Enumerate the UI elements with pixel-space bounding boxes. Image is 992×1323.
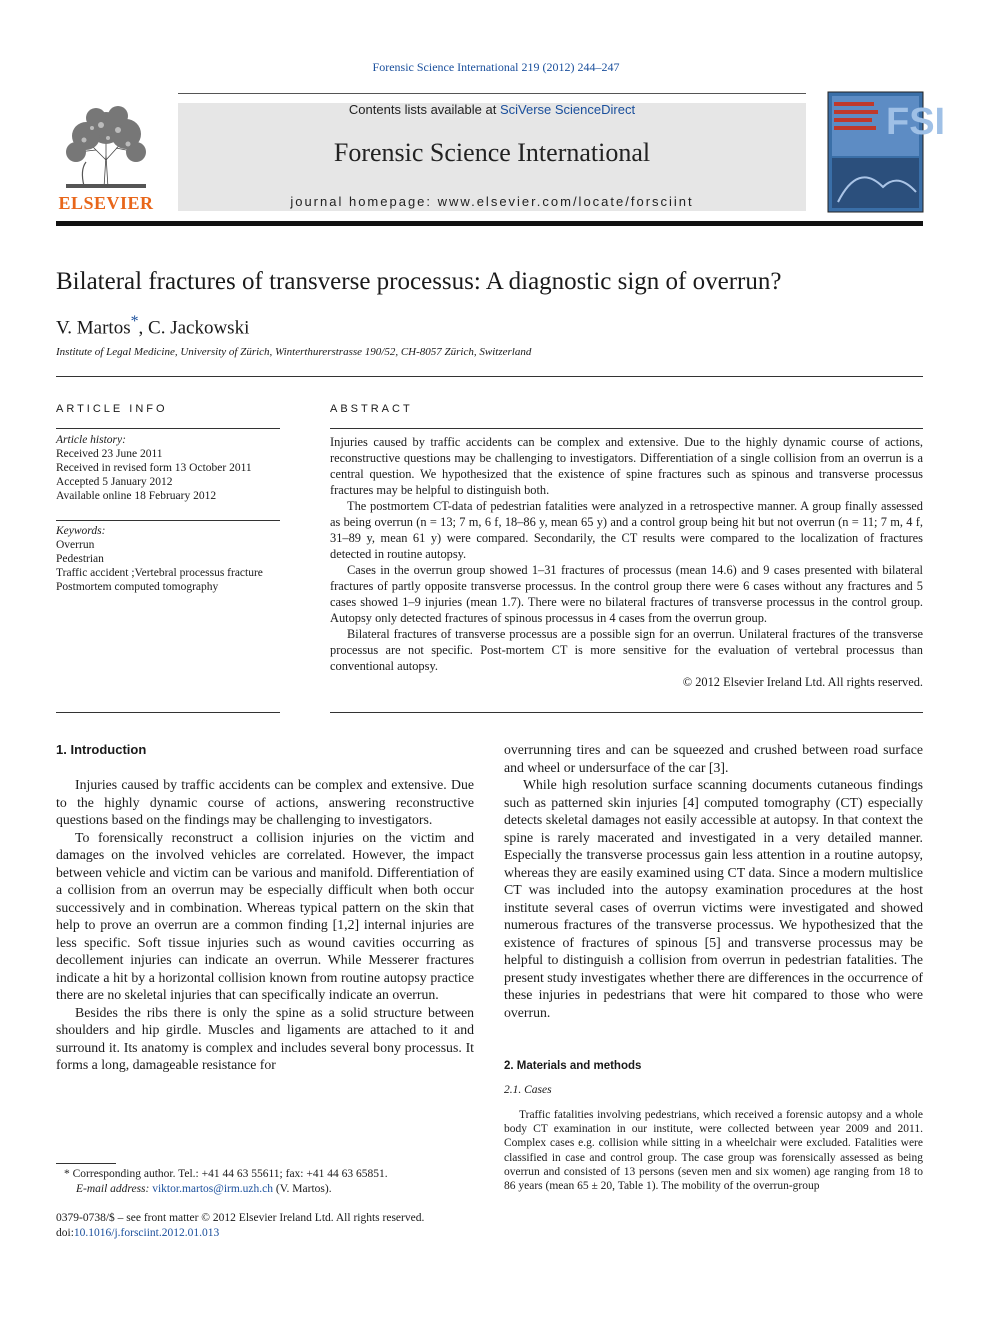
journal-reference[interactable]: Forensic Science International 219 (2012) 244–247: [372, 60, 620, 74]
journal-homepage: [178, 194, 806, 209]
footnote: [56, 1167, 474, 1196]
history-online: Available online 18 February 2012: [56, 490, 217, 502]
history-received: Received 23 June 2011: [56, 448, 163, 460]
history-label: Article history:: [56, 434, 126, 446]
divider: [56, 520, 280, 521]
abstract-paragraph: Injuries caused by traffic accidents can be complex and extensive. Due to the highly dynamic course of actions, reconstructive questions may be challenging to investigators. Differentiation of a single collision from an overrun is a central question. We hypothesized that the existence of spine fractures such as spinous and transverse processus fractures may be helpful to distinguish both.: [330, 435, 923, 497]
abstract-copyright: © 2012 Elsevier Ireland Ltd. All rights reserved.: [682, 675, 923, 689]
journal-cover-thumbnail[interactable]: [828, 92, 946, 212]
masthead-bottom-rule: [56, 221, 923, 226]
author-separator: ,: [138, 317, 149, 339]
issn-doi-block: [56, 1211, 474, 1241]
article-info-heading: ARTICLE INFO: [56, 403, 168, 415]
doi-link[interactable]: 10.1016/j.forsciint.2012.01.013: [73, 1227, 220, 1239]
body-paragraph: While high resolution surface scanning documents cutaneous findings such as patterned skin injuries [4] computed tomography (CT) especially detects skeletal damages not easily accessible at autopsy. In that context the spine is rarely macerated and investigated in a very detailed manner. Especially the transverse processus gain less attention in a routine autopsy, whereas they are easily examined using CT data. Since a modern multislice CT was included into the autopsy examination procedures at the host institute several cases of overrun victims were investigated and showed numerous fractures of the transverse processus. We hypothesized that the existence of fractures of spinous [5] and transverse processus may be helpful to distinguish a collision from overrun in pedestrian fatalities. The present study investigates whether there are differences in the occurrence of these injuries in pedestrians that were hit compared to those who were overrun.: [504, 777, 923, 1020]
introduction-heading: 1. Introduction: [56, 742, 147, 757]
body-paragraph: Injuries caused by traffic accidents can be complex and extensive. Due to the highly dynamic course of actions, answering reconstructive questions based on the findings may be challenging to investigators.: [56, 777, 474, 827]
cases-subheading: 2.1. Cases: [504, 1084, 552, 1096]
cases-body: [504, 1108, 923, 1193]
abstract-paragraph: Cases in the overrun group showed 1–31 fractures of processus (mean 14.6) and 9 cases presented with bilateral fractures of partly opposite transverse processus. In the control group there were 6 cases without any fractures and 5 cases showed 1–9 injuries (mean 1.7). There were no bilateral fractures of transverse processus in the control group. Autopsy only detected fractures of spinous processus in 4 cases from the overrun group.: [330, 563, 923, 625]
email-link[interactable]: viktor.martos@irm.uzh.ch: [152, 1182, 274, 1195]
body-paragraph: Besides the ribs there is only the spine as a solid structure between shoulders and hip girdle. Muscles and ligaments are attached to it and surround it. Its anatomy is complex and includes several bony processus. It forms a long, damageable resistance for: [56, 1004, 474, 1072]
keyword-item: Pedestrian: [56, 553, 104, 565]
divider: [330, 712, 923, 713]
sciencedirect-link[interactable]: SciVerse ScienceDirect: [499, 102, 636, 117]
homepage-prefix: journal homepage:: [290, 194, 438, 209]
keyword-item: Traffic accident ;Vertebral processus fracture: [56, 567, 263, 579]
contents-line: [178, 102, 806, 117]
corresponding-author-mark[interactable]: *: [130, 313, 139, 330]
divider: [330, 428, 923, 429]
abstract-body: [330, 434, 923, 690]
keywords: [56, 524, 280, 594]
affiliation: Institute of Legal Medicine, University of Zürich, Winterthurerstrasse 190/52, CH-8057 Zürich, Switzerland: [56, 346, 532, 358]
article-title: Bilateral fractures of transverse processus: A diagnostic sign of overrun?: [56, 268, 782, 295]
divider: [56, 428, 280, 429]
abstract-heading: ABSTRACT: [330, 403, 413, 415]
footnote-text: Corresponding author. Tel.: +41 44 63 55611; fax: +41 44 63 65851.: [69, 1168, 388, 1180]
body-left-column: [56, 776, 474, 1074]
author-jackowski[interactable]: C. Jackowski: [148, 317, 250, 339]
abstract-paragraph: The postmortem CT-data of pedestrian fatalities were analyzed in a retrospective manner. A group finally assessed as being overrun (n = 13; 7 m, 6 f, 18–86 y, mean 65 y) and a control group being hit but not overrun (n = 11; 7 m, 4 f, 31–89 y, mean 61 y) were compared. Secondarily, the CT results were compared to the localization of fractures detected in routine autopsy.: [330, 499, 923, 561]
body-paragraph: overrunning tires and can be squeezed and crushed between road surface and wheel or undersurface of the car [3].: [504, 742, 923, 775]
author-list: [56, 313, 249, 339]
body-paragraph: Traffic fatalities involving pedestrians, which received a forensic autopsy and a whole body CT examination in our institute, were collected between year 2009 and 2011. Complex cases e.g. collision while sitting in a wheelchair were excluded. Fatalities were classified in case and control group. The case group was forensically assessed as being overrun and consisted of 13 persons (seven men and six women) age ranging from 18 to 86 years (mean 65 ± 20, Table 1). The mobility of the overrun-group: [504, 1109, 923, 1193]
masthead-top-rule: [178, 93, 806, 94]
divider: [56, 712, 280, 713]
cover-letters: FSI: [886, 101, 946, 143]
history-revised: Received in revised form 13 October 2011: [56, 462, 252, 474]
email-suffix: (V. Martos).: [273, 1182, 332, 1195]
divider: [56, 376, 923, 377]
contents-prefix: Contents lists available at: [348, 102, 500, 117]
doi-label: doi:: [56, 1227, 74, 1239]
issn-line: 0379-0738/$ – see front matter © 2012 Elsevier Ireland Ltd. All rights reserved.: [56, 1212, 425, 1224]
keywords-label: Keywords:: [56, 525, 106, 537]
methods-heading: 2. Materials and methods: [504, 1060, 642, 1072]
footnote-marker: *: [64, 1168, 70, 1180]
body-right-column: [504, 741, 923, 1021]
abstract-paragraph: Bilateral fractures of transverse processus are a possible sign for an overrun. Unilateral fractures of the transverse processus are not specific. Post-mortem CT is more sensitive for the evaluation of vertebral processus than conventional autopsy.: [330, 627, 923, 673]
email-label: E-mail address:: [76, 1182, 153, 1195]
homepage-url[interactable]: www.elsevier.com/locate/forsciint: [437, 194, 694, 209]
footnote-rule: [56, 1163, 116, 1164]
keyword-item: Overrun: [56, 539, 95, 551]
journal-name: Forensic Science International: [333, 138, 651, 167]
elsevier-wordmark[interactable]: ELSEVIER: [58, 193, 154, 213]
history-accepted: Accepted 5 January 2012: [56, 476, 173, 488]
article-history: [56, 433, 280, 503]
keyword-item: Postmortem computed tomography: [56, 581, 219, 593]
body-paragraph: To forensically reconstruct a collision injuries on the victim and damages on the involved vehicles are correlated. However, the impact between vehicle and victim can be various and manifold. Differentiation of a collision from an overrun may be especially difficult when both occur successively and in combination. Whereas typical pattern on the skin that help to prove an overrun are a common finding [1,2] internal injuries are less specific. Soft tissue injuries such as wound cavities occurring as decollement injuries can indicate an overrun. While Messerer fractures indicate a hit by a horizontal collision known from routine autopsy practice there are no skeletal injuries that can specifically indicate an overrun.: [56, 829, 474, 1002]
author-martos[interactable]: V. Martos: [56, 317, 131, 339]
